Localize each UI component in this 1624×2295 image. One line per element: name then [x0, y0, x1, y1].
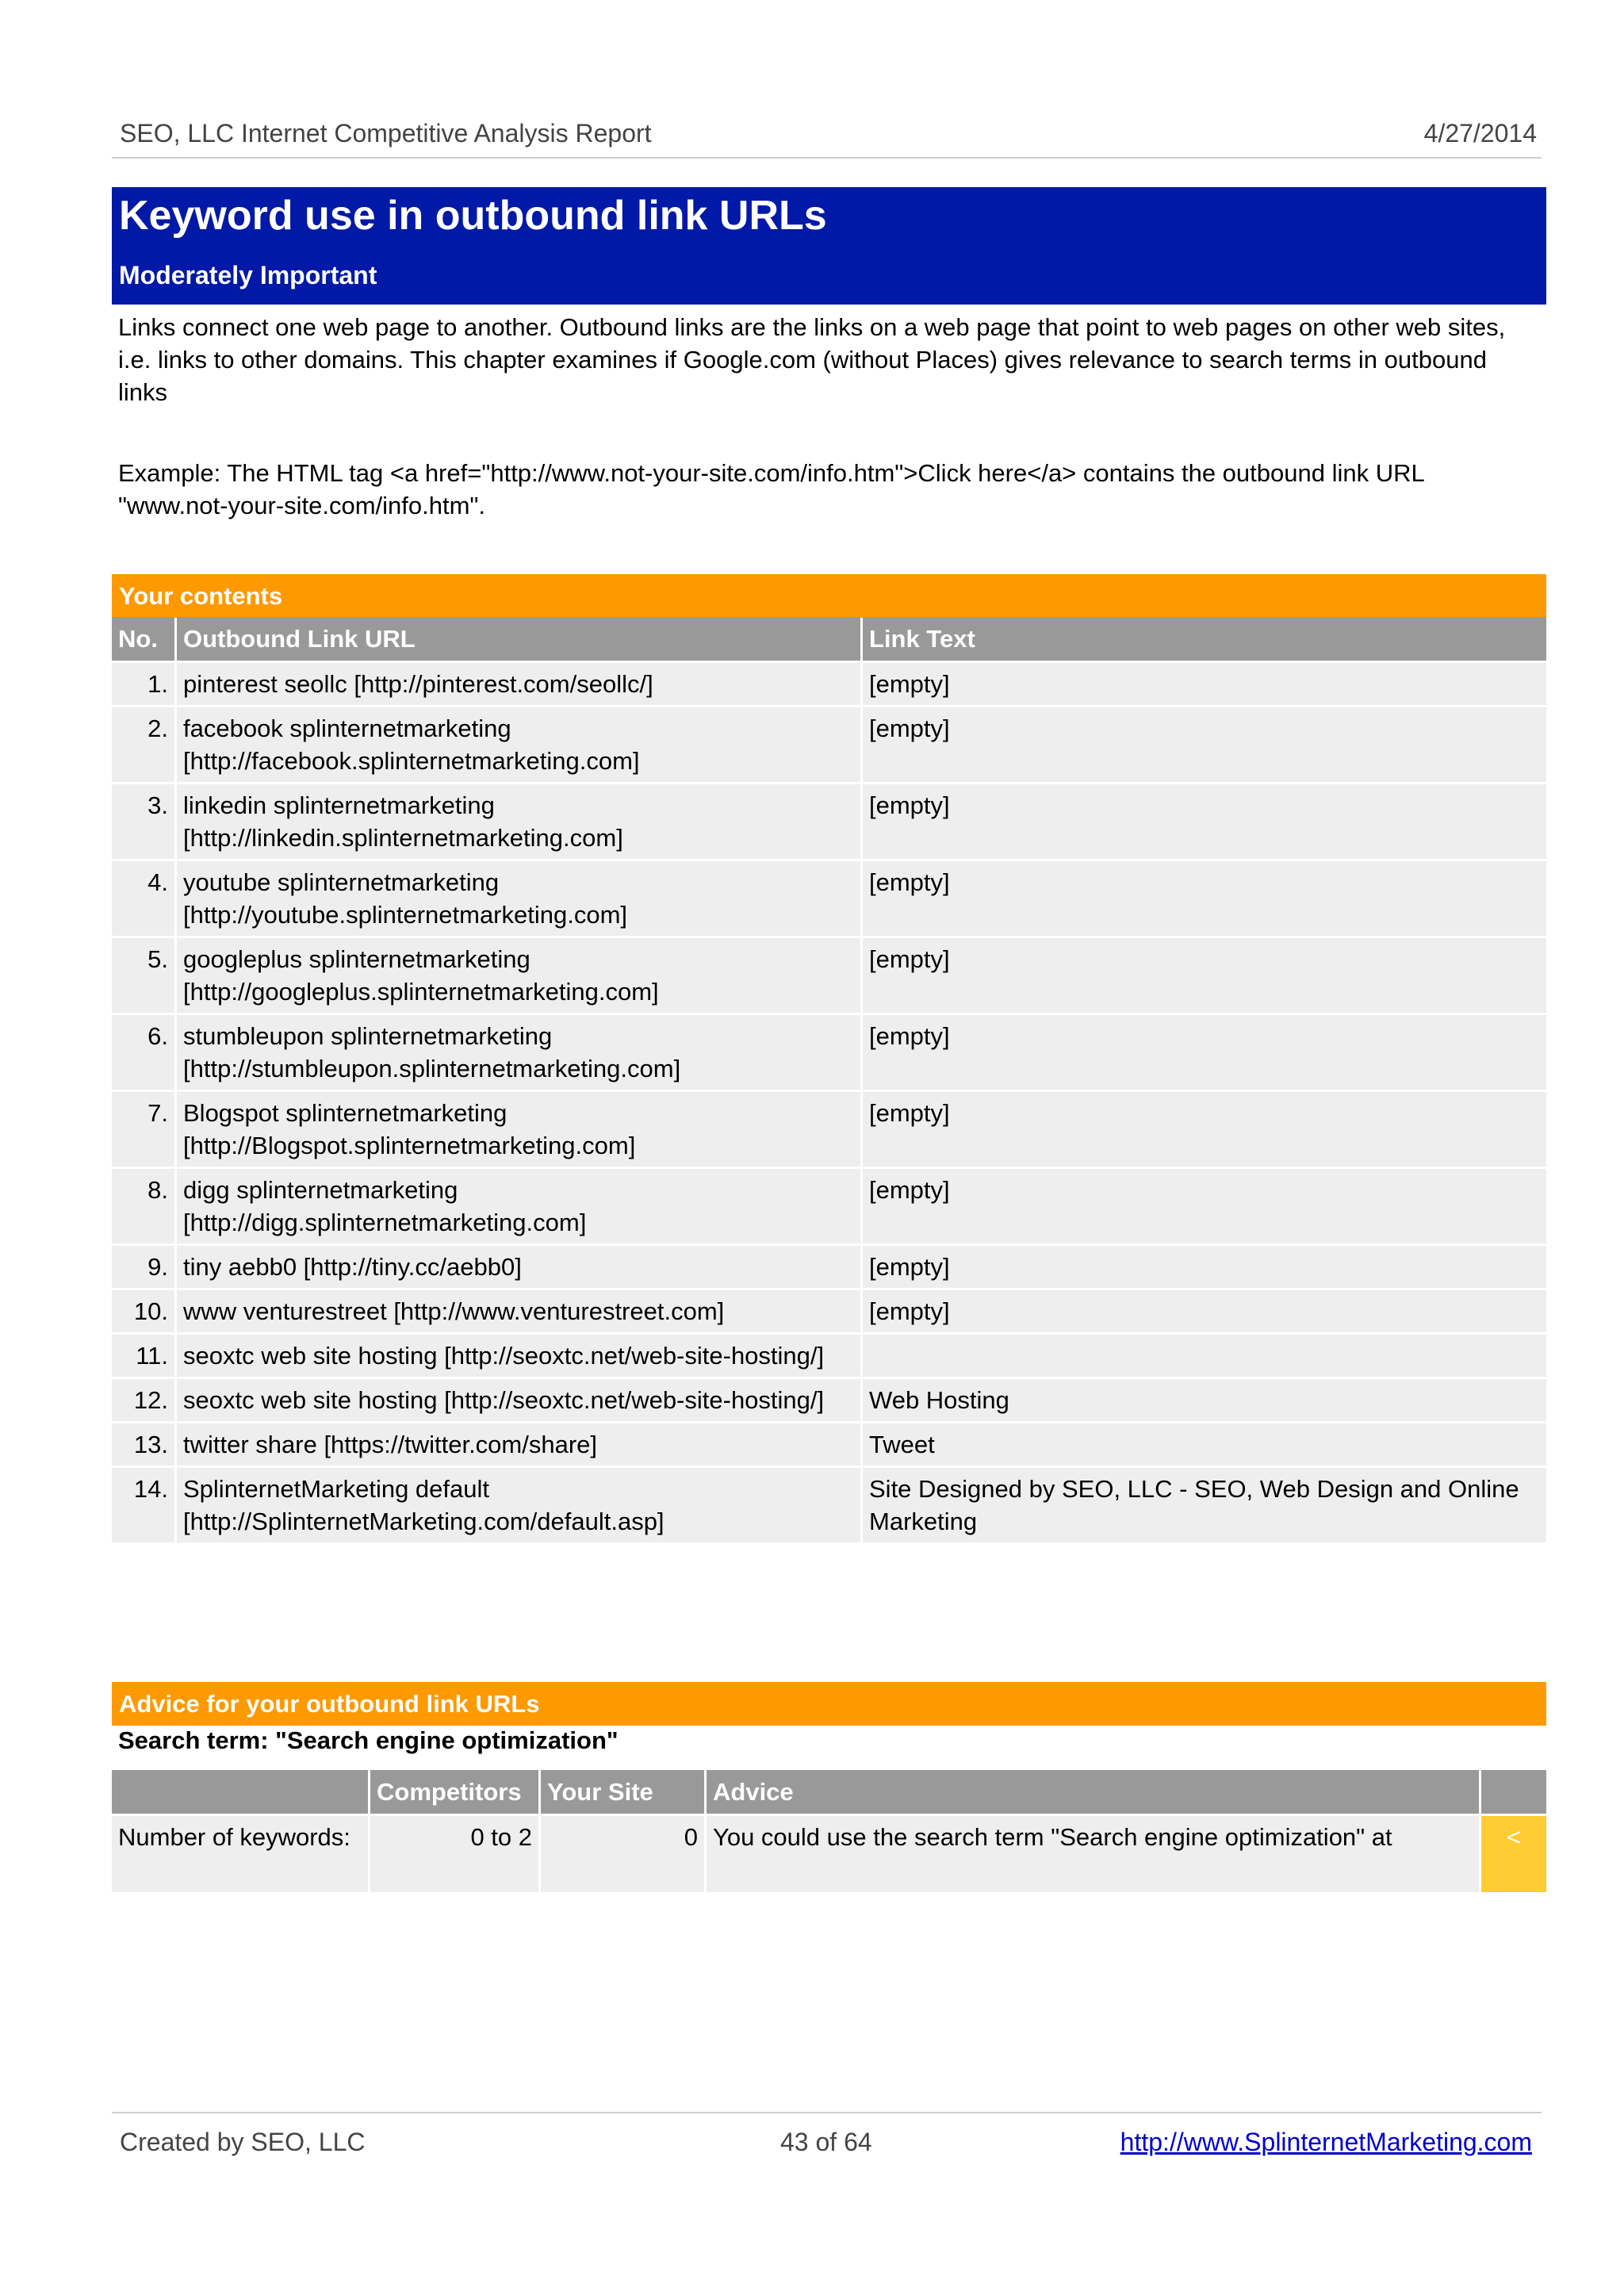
row-url: stumbleupon splinternetmarketing [http://stumbleupon.splinternetmarketing.com] — [177, 1015, 860, 1090]
row-number: 3. — [112, 784, 174, 859]
table-row — [112, 707, 1546, 782]
col-url: Outbound Link URL — [177, 617, 860, 661]
row-number: 2. — [112, 707, 174, 782]
report-title: SEO, LLC Internet Competitive Analysis Report — [120, 119, 652, 148]
competitors-value: 0 to 2 — [370, 1816, 538, 1892]
row-link-text: [empty] — [863, 1290, 1546, 1332]
row-link-text: [empty] — [863, 1169, 1546, 1243]
advice-table — [109, 1768, 1549, 1895]
table-row — [112, 1423, 1546, 1466]
row-link-text — [863, 1335, 1546, 1377]
advice-indicator: < — [1481, 1816, 1546, 1892]
table-row — [112, 1335, 1546, 1377]
table-row — [112, 1169, 1546, 1243]
report-date: 4/27/2014 — [1423, 119, 1537, 148]
row-link-text: [empty] — [863, 707, 1546, 782]
row-url: linkedin splinternetmarketing [http://linkedin.splinternetmarketing.com] — [177, 784, 860, 859]
footer-created-by: Created by SEO, LLC — [120, 2128, 366, 2156]
page-header — [112, 119, 1542, 159]
row-number: 10. — [112, 1290, 174, 1332]
row-url: googleplus splinternetmarketing [http://googleplus.splinternetmarketing.com] — [177, 938, 860, 1013]
advice-col-competitors: Competitors — [370, 1770, 538, 1814]
your-contents-bar — [112, 574, 1546, 618]
row-number: 13. — [112, 1423, 174, 1466]
advice-col-label — [112, 1770, 368, 1814]
table-row — [112, 1092, 1546, 1167]
advice-heading: Advice for your outbound link URLs — [119, 1690, 540, 1718]
row-url: facebook splinternetmarketing [http://facebook.splinternetmarketing.com] — [177, 707, 860, 782]
table-row — [112, 1468, 1546, 1542]
row-number: 11. — [112, 1335, 174, 1377]
row-url: seoxtc web site hosting [http://seoxtc.net/web-site-hosting/] — [177, 1379, 860, 1421]
your-site-value: 0 — [541, 1816, 704, 1892]
row-link-text: [empty] — [863, 861, 1546, 936]
row-link-text: Site Designed by SEO, LLC - SEO, Web Design and Online Marketing — [863, 1468, 1546, 1542]
row-url: pinterest seollc [http://pinterest.com/seollc/] — [177, 663, 860, 705]
row-link-text: Web Hosting — [863, 1379, 1546, 1421]
row-url: youtube splinternetmarketing [http://youtube.splinternetmarketing.com] — [177, 861, 860, 936]
advice-col-indicator — [1481, 1770, 1546, 1814]
intro-text — [118, 311, 1538, 522]
row-number: 4. — [112, 861, 174, 936]
advice-text: You could use the search term "Search engine optimization" at — [707, 1816, 1479, 1892]
section-title-band — [112, 187, 1546, 305]
row-number: 6. — [112, 1015, 174, 1090]
intro-paragraph: Links connect one web page to another. Outbound links are the links on a web page that point to web pages on other web sites, i.e. links to other domains. This chapter examines if Google.com (without Places) gives relevance to search terms in outbound links — [118, 313, 1506, 406]
row-number: 8. — [112, 1169, 174, 1243]
page-footer — [112, 2112, 1542, 2161]
row-link-text: [empty] — [863, 1015, 1546, 1090]
section-title: Keyword use in outbound link URLs — [119, 193, 827, 239]
row-url: seoxtc web site hosting [http://seoxtc.net/web-site-hosting/] — [177, 1335, 860, 1377]
advice-row — [112, 1816, 1546, 1892]
footer-website-link[interactable]: http://www.SplinternetMarketing.com — [1120, 2128, 1532, 2156]
table-row — [112, 1015, 1546, 1090]
table-row — [112, 1379, 1546, 1421]
row-number: 5. — [112, 938, 174, 1013]
row-url: SplinternetMarketing default [http://SplinternetMarketing.com/default.asp] — [177, 1468, 860, 1542]
row-link-text: Tweet — [863, 1423, 1546, 1466]
table-row — [112, 1290, 1546, 1332]
advice-row-label: Number of keywords: — [112, 1816, 368, 1892]
row-number: 9. — [112, 1246, 174, 1288]
row-link-text: [empty] — [863, 784, 1546, 859]
row-number: 1. — [112, 663, 174, 705]
advice-col-your-site: Your Site — [541, 1770, 704, 1814]
row-url: digg splinternetmarketing [http://digg.splinternetmarketing.com] — [177, 1169, 860, 1243]
row-url: www venturestreet [http://www.venturestreet.com] — [177, 1290, 860, 1332]
row-link-text: [empty] — [863, 1246, 1546, 1288]
row-url: Blogspot splinternetmarketing [http://Blogspot.splinternetmarketing.com] — [177, 1092, 860, 1167]
row-number: 7. — [112, 1092, 174, 1167]
table-row — [112, 663, 1546, 705]
table-header-row — [112, 617, 1546, 661]
advice-col-advice: Advice — [707, 1770, 1479, 1814]
table-row — [112, 784, 1546, 859]
table-row — [112, 938, 1546, 1013]
row-link-text: [empty] — [863, 663, 1546, 705]
row-number: 14. — [112, 1468, 174, 1542]
table-row — [112, 1246, 1546, 1288]
your-contents-heading: Your contents — [119, 582, 283, 610]
advice-header-row — [112, 1770, 1546, 1814]
table-row — [112, 861, 1546, 936]
row-link-text: [empty] — [863, 938, 1546, 1013]
row-url: twitter share [https://twitter.com/share] — [177, 1423, 860, 1466]
row-url: tiny aebb0 [http://tiny.cc/aebb0] — [177, 1246, 860, 1288]
row-number: 12. — [112, 1379, 174, 1421]
col-link-text: Link Text — [863, 617, 1546, 661]
advice-bar — [112, 1682, 1546, 1726]
footer-page-number: 43 of 64 — [780, 2128, 872, 2156]
col-no: No. — [112, 617, 174, 661]
example-paragraph: Example: The HTML tag <a href="http://www.not-your-site.com/info.htm">Click here</a> contains the outbound link URL "www.not-your-site.com/info.htm". — [118, 459, 1424, 519]
outbound-links-table — [109, 615, 1549, 1545]
search-term: Search term: "Search engine optimization" — [118, 1726, 619, 1754]
row-link-text: [empty] — [863, 1092, 1546, 1167]
importance-label: Moderately Important — [119, 261, 377, 289]
